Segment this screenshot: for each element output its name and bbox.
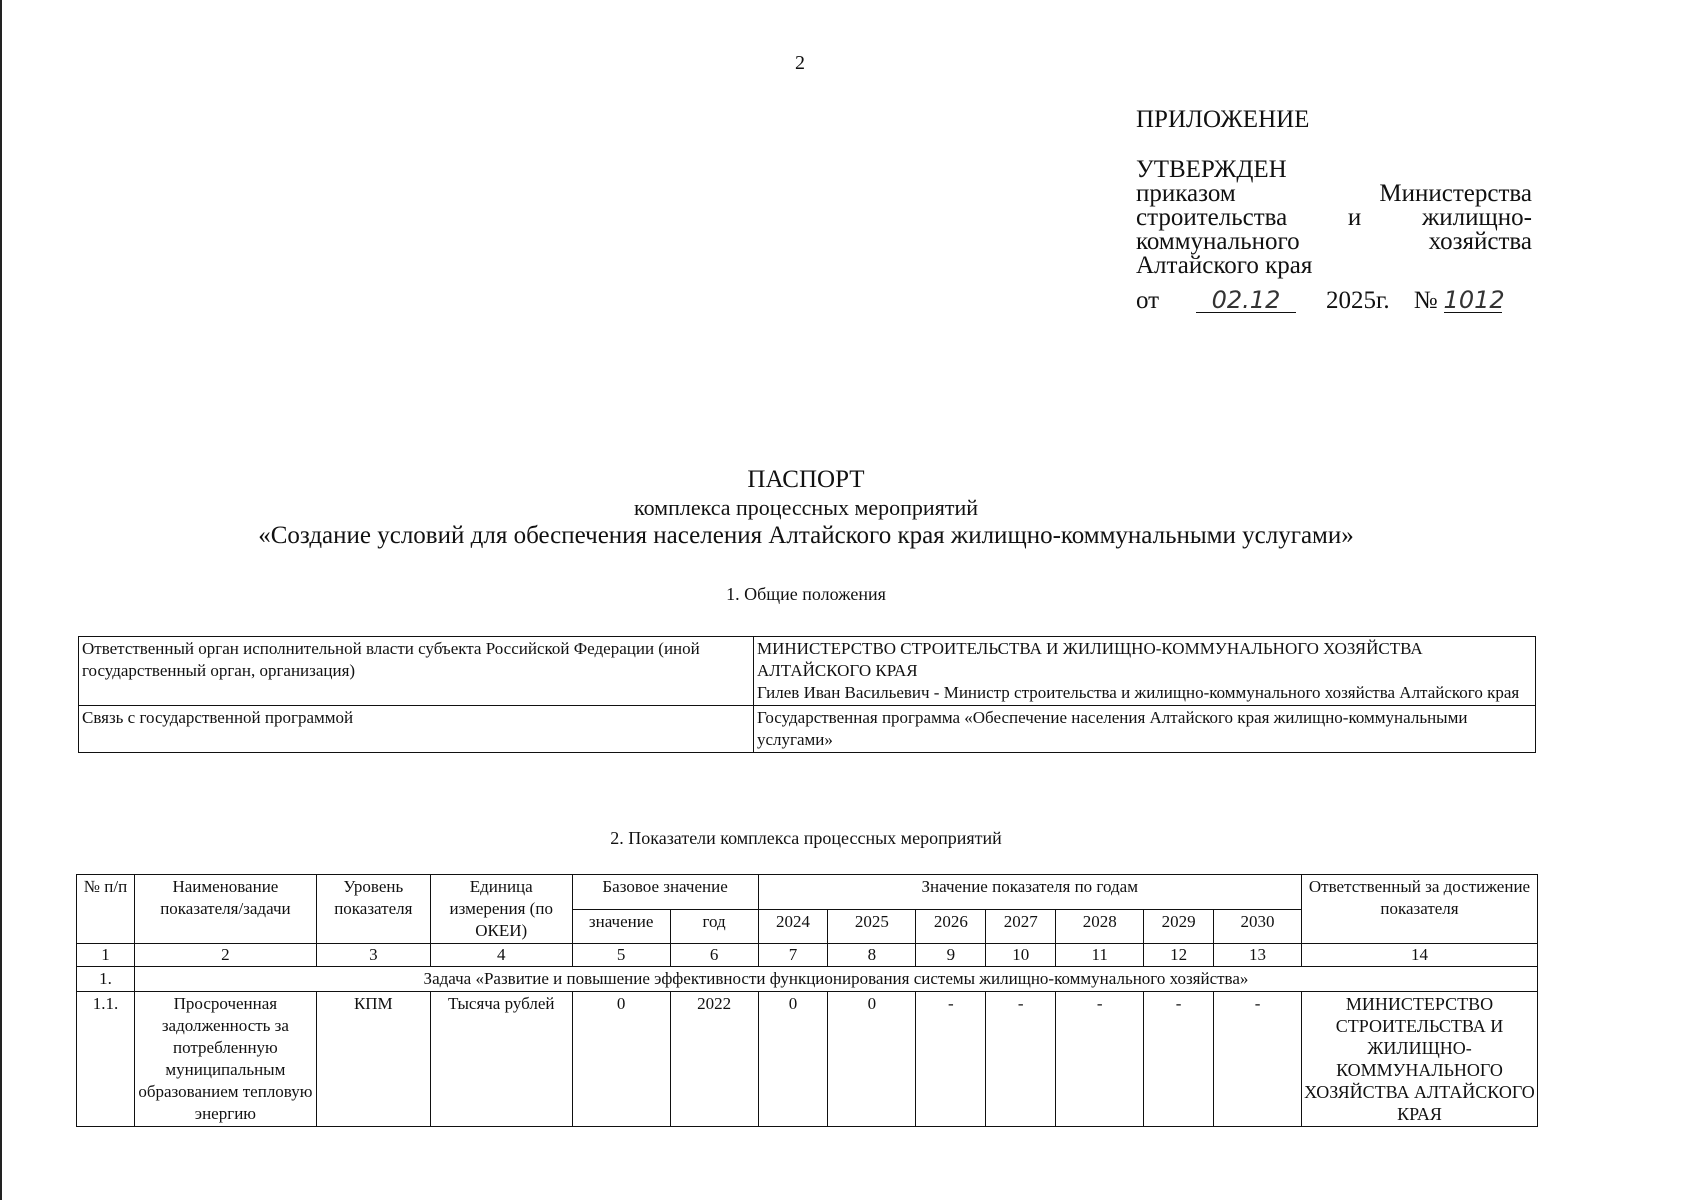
header-num: № п/п: [77, 875, 135, 944]
column-number: 3: [316, 944, 430, 967]
order-date-line: [1136, 288, 1532, 313]
row-value: Государственная программа «Обеспечение населения Алтайского края жилищно-коммунальными услугами»: [757, 708, 1468, 749]
general-provisions-table: [78, 636, 1536, 753]
row-num: 1.1.: [77, 992, 135, 1127]
row-level: КПМ: [316, 992, 430, 1127]
table-row: [79, 706, 1536, 753]
header-by-years: Значение показателя по годам: [758, 875, 1301, 910]
header-unit: Единица измерения (по ОКЕИ): [430, 875, 572, 944]
passport-name: «Создание условий для обеспечения населения Алтайского края жилищно-коммунальными услугами»: [258, 522, 1354, 549]
row-value-extra: Гилев Иван Васильевич - Министр строительства и жилищно-коммунального хозяйства Алтайского края: [757, 683, 1520, 702]
column-number: 4: [430, 944, 572, 967]
passport-title: ПАСПОРТ: [747, 466, 865, 493]
page-number: 2: [795, 52, 805, 74]
column-number: 2: [134, 944, 316, 967]
table-cell: [754, 706, 1536, 753]
header-row: [77, 875, 1538, 910]
table-cell: [754, 637, 1536, 706]
row-name: Просроченная задолженность за потребленную муниципальным образованием тепловую энергию: [134, 992, 316, 1127]
indicators-table: [76, 874, 1538, 1127]
table-row: [79, 637, 1536, 706]
header-base-year: год: [670, 909, 758, 944]
column-number: 14: [1301, 944, 1537, 967]
task-text: Задача «Развитие и повышение эффективности функционирования системы жилищно-коммунального хозяйства»: [134, 967, 1537, 992]
header-year: 2027: [986, 909, 1056, 944]
row-unit: Тысяча рублей: [430, 992, 572, 1127]
column-number: 8: [828, 944, 916, 967]
task-row: [77, 967, 1538, 992]
column-number: 10: [986, 944, 1056, 967]
header-year: 2028: [1056, 909, 1144, 944]
header-year: 2024: [758, 909, 828, 944]
row-year-value: -: [986, 992, 1056, 1127]
header-year: 2025: [828, 909, 916, 944]
row-label: Связь с государственной программой: [82, 708, 354, 727]
column-number-row: [77, 944, 1538, 967]
row-year-value: -: [1144, 992, 1214, 1127]
row-year-value: -: [1214, 992, 1302, 1127]
number-label: №: [1413, 287, 1438, 314]
header-base: Базовое значение: [572, 875, 758, 910]
row-value: МИНИСТЕРСТВО СТРОИТЕЛЬСТВА И ЖИЛИЩНО-КОММУНАЛЬНОГО ХОЗЯЙСТВА АЛТАЙСКОГО КРАЯ: [757, 639, 1423, 680]
column-number: 6: [670, 944, 758, 967]
table-cell: [79, 637, 754, 706]
column-number: 1: [77, 944, 135, 967]
header-name: Наименование показателя/задачи: [134, 875, 316, 944]
header-base-value: значение: [572, 909, 670, 944]
appendix-label: ПРИЛОЖЕНИЕ: [1136, 106, 1310, 133]
section2-title: 2. Показатели комплекса процессных мероприятий: [610, 828, 1002, 848]
header-year: 2026: [916, 909, 986, 944]
year-suffix: 2025г.: [1326, 287, 1390, 314]
header-responsible: Ответственный за достижение показателя: [1301, 875, 1537, 944]
approved-label: УТВЕРЖДЕН: [1136, 156, 1287, 183]
approval-block: [1136, 108, 1532, 313]
handwritten-date: 02.12: [1196, 288, 1296, 313]
passport-subtitle: комплекса процессных мероприятий: [634, 495, 978, 520]
column-number: 12: [1144, 944, 1214, 967]
row-year-value: -: [916, 992, 986, 1127]
order-text: приказом Министерства строительства и жилищно-коммунального хозяйства Алтайского края: [1136, 180, 1532, 279]
row-year-value: -: [1056, 992, 1144, 1127]
column-number: 9: [916, 944, 986, 967]
row-year-value: 0: [828, 992, 916, 1127]
row-year-value: 0: [758, 992, 828, 1127]
table-row: [77, 992, 1538, 1127]
header-year: 2029: [1144, 909, 1214, 944]
row-label: Ответственный орган исполнительной власти субъекта Российской Федерации (иной государственный орган, организация): [82, 639, 700, 680]
row-base-year: 2022: [670, 992, 758, 1127]
header-year: 2030: [1214, 909, 1302, 944]
handwritten-number: 1012: [1443, 286, 1505, 314]
header-level: Уровень показателя: [316, 875, 430, 944]
section1-title: 1. Общие положения: [726, 584, 886, 604]
row-responsible: МИНИСТЕРСТВО СТРОИТЕЛЬСТВА И ЖИЛИЩНО-КОММУНАЛЬНОГО ХОЗЯЙСТВА АЛТАЙСКОГО КРАЯ: [1301, 992, 1537, 1127]
column-number: 5: [572, 944, 670, 967]
table-cell: [79, 706, 754, 753]
column-number: 11: [1056, 944, 1144, 967]
column-number: 7: [758, 944, 828, 967]
from-label: от: [1136, 287, 1160, 314]
task-num: 1.: [77, 967, 135, 992]
row-base-value: 0: [572, 992, 670, 1127]
column-number: 13: [1214, 944, 1302, 967]
passport-heading: [0, 466, 1612, 550]
